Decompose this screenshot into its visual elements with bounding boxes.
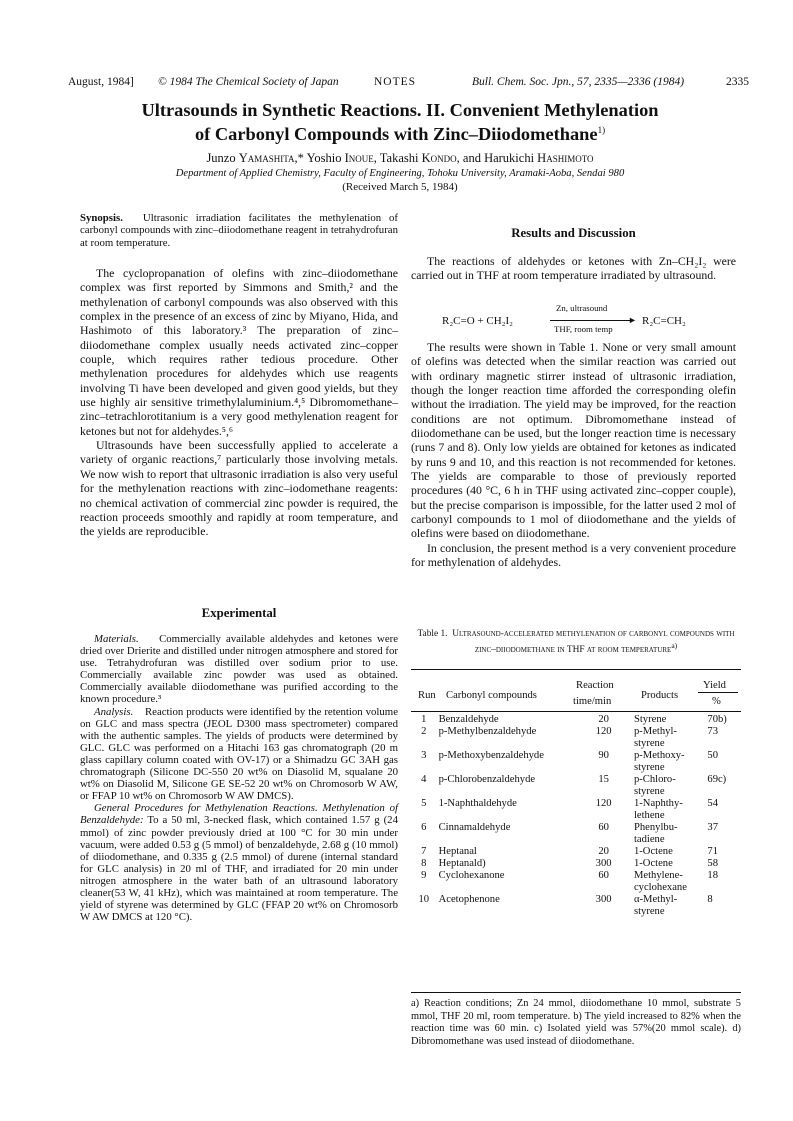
equation-conditions-below: THF, room temp bbox=[554, 324, 613, 334]
cell-run: 3 bbox=[421, 750, 427, 761]
experimental-heading: Experimental bbox=[201, 606, 277, 620]
table-row bbox=[411, 858, 741, 870]
results-heading: Results and Discussion bbox=[511, 226, 636, 240]
equation-product: R₂C=CH₂ bbox=[642, 315, 686, 327]
cell-run: 4 bbox=[421, 774, 427, 785]
cell-compound: 1-Naphthaldehyde bbox=[438, 798, 517, 809]
table-caption-label: Table 1. bbox=[417, 629, 448, 639]
cell-product: 1-Octene bbox=[633, 858, 673, 869]
equation-conditions-above: Zn, ultrasound bbox=[556, 303, 608, 313]
table-bottom-rule bbox=[411, 992, 741, 993]
cell-compound: Acetophenone bbox=[438, 894, 500, 905]
cell-compound: Benzaldehyde bbox=[438, 714, 499, 725]
materials-paragraph: Materials. Commercially available aldehydes and ketones were dried over Drierite and distilled under nitrogen atmosphere and stored for use. Tetrahydrofuran was distilled over sodium prior to use. Commercially available zinc powder was used as obtained. Commercially available diiodomethane was purified according to the known procedure.³ bbox=[80, 633, 399, 706]
table-row bbox=[411, 774, 741, 798]
analysis-paragraph: Analysis. Reaction products were identified by the retention volume on GLC and mass spectra (JEOL D300 mass spectrometer) compared with the authentic samples. The yields of products were determined by GLC. GLC was performed on a Hitachi 163 gas chromatograph (20 m glass capillary column coated with OV-17) or a Shimadzu GC 3AH gas chromatograph (Silicone DC-550 20 wt% on Diasolid M, squalane 20 wt% on Diasolid M, Silicone GE SE-52 20 wt% on Chromosorb W AW, or FFAP 10 wt% on Chromosorb W AW DMCS). bbox=[80, 705, 398, 803]
header-time: time/min bbox=[573, 696, 612, 707]
results-intro bbox=[411, 254, 736, 283]
header-compound: Carbonyl compounds bbox=[446, 690, 537, 701]
results-paragraph-2: The results were shown in Table 1. None or very small amount of olefins was detected when the similar reaction was carried out with ordinary magnetic stirrer instead of ultrasonic irradiation, though the longer reaction time afforded the corresponding olefin without the irradiation. The yield may be improved, for the reaction conditions are not optimum. Dibromomethane instead of diiodomethane can be used, but the longer reaction time is necessary (runs 7 and 8). Only low yields are obtained for ketones as indicated by runs 9 and 10, and this reaction is not recommended for ketones. The yields are comparable to those of previously reported procedures (40 °C, 6 h in THF using activated zinc–copper couple), but the precise comparison is impossible, for the latter used 2 mol of carbonyl compounds to 1 mol of diiodomethane and the yields of olefins were based on diiodomethane. bbox=[411, 340, 736, 541]
table-row bbox=[411, 870, 741, 894]
header-yield: Yield bbox=[703, 680, 726, 691]
cell-compound: p-Methylbenzaldehyde bbox=[438, 726, 537, 737]
header-copyright: © 1984 The Chemical Society of Japan bbox=[158, 76, 339, 88]
cell-yield: 8 bbox=[707, 894, 713, 905]
table-row bbox=[411, 714, 741, 726]
header-section: NOTES bbox=[374, 76, 417, 88]
header-date: August, 1984] bbox=[68, 76, 134, 88]
table-header-rule bbox=[411, 711, 741, 712]
cell-compound: Heptanald) bbox=[438, 858, 486, 869]
title-footnote-mark: 1) bbox=[597, 125, 606, 135]
cell-time: 90 bbox=[598, 750, 609, 761]
cell-yield: 70b) bbox=[707, 714, 727, 725]
experimental-section bbox=[80, 633, 398, 923]
results-paragraph-1: The reactions of aldehydes or ketones with Zn–CH₂I₂ were carried out in THF at room temperature irradiated by ultrasound. bbox=[411, 254, 736, 283]
cell-product: α-Methyl-styrene bbox=[633, 894, 678, 917]
author-list: Junzo Yamashita,* Yoshio Inoue, Takashi Kondo, and Harukichi Hashimoto bbox=[206, 151, 594, 165]
yield-header-rule bbox=[698, 692, 738, 693]
cell-product: Styrene bbox=[633, 714, 667, 725]
synopsis bbox=[80, 212, 398, 249]
cell-product: p-Methoxy-styrene bbox=[633, 750, 685, 773]
cell-run: 1 bbox=[421, 714, 427, 725]
table-row bbox=[411, 750, 741, 774]
cell-compound: p-Chlorobenzaldehyde bbox=[438, 774, 536, 785]
cell-time: 60 bbox=[598, 870, 609, 881]
header-journal: Bull. Chem. Soc. Jpn., 57, 2335—2336 (1984) bbox=[472, 76, 685, 88]
cell-run: 9 bbox=[421, 870, 427, 881]
cell-product: Methylene-cyclohexane bbox=[633, 870, 687, 893]
cell-yield: 54 bbox=[707, 798, 718, 809]
cell-yield: 37 bbox=[707, 822, 718, 833]
affiliation: Department of Applied Chemistry, Faculty of Engineering, Tohoku University, Aramaki-Aoba, Sendai 980 bbox=[175, 168, 625, 179]
header-unit: % bbox=[712, 696, 721, 707]
cell-run: 7 bbox=[421, 846, 427, 857]
table-footnotes: a) Reaction conditions; Zn 24 mmol, diiodomethane 10 mmol, substrate 5 mmol, THF 20 ml, room temperature. b) The yield increased to 82% when the reaction time was 60 min. c) Isolated yield was 57%(20 mmol scale). d) Dibromomethane was used instead of diiodomethane. bbox=[411, 998, 741, 1048]
cell-product: 1-Naphthy-lethene bbox=[633, 798, 683, 821]
cell-run: 10 bbox=[418, 894, 430, 905]
table-row bbox=[411, 822, 741, 846]
table-row bbox=[411, 894, 741, 918]
cell-product: p-Chloro-styrene bbox=[633, 774, 676, 797]
cell-yield: 73 bbox=[707, 726, 718, 737]
equation-reactants: R₂C=O + CH₂I₂ bbox=[442, 315, 513, 327]
running-header bbox=[68, 76, 758, 92]
cell-time: 20 bbox=[598, 714, 609, 725]
cell-compound: p-Methoxybenzaldehyde bbox=[438, 750, 544, 761]
cell-time: 120 bbox=[595, 726, 612, 737]
cell-yield: 18 bbox=[707, 870, 718, 881]
cell-time: 300 bbox=[595, 858, 612, 869]
table-caption-text: Ultrasound-accelerated methylenation of carbonyl compounds with zinc–diiodomethane in THF at room temperature bbox=[452, 629, 735, 656]
article-title bbox=[60, 100, 740, 144]
intro-paragraph-1: The cyclopropanation of olefins with zinc–diiodomethane complex was first reported by Simmons and Smith,² and the methylenation of carbonyl compounds was also observed with this complex in the presence of an excess of zinc by Miyano, Hida, and Hashimoto of this laboratory.³ The preparation of zinc–diiodomethane complex usually needs activated zinc–copper couple, which requires rather tedious procedure. Other methylenation procedures for aldehydes which use reagents involving Ti have been developed and given good yields, but they use highly air sensitive trimethylaluminium.⁴,⁵ Dibromomethane–zinc–tetrachlorotitanium is a very good methylenation reagent for ketones but not for aldehydes.⁵,⁶ bbox=[80, 266, 398, 438]
table-top-rule bbox=[411, 669, 741, 670]
cell-run: 6 bbox=[421, 822, 427, 833]
cell-yield: 50 bbox=[707, 750, 718, 761]
table-row bbox=[411, 726, 741, 750]
cell-compound: Heptanal bbox=[438, 846, 477, 857]
cell-run: 2 bbox=[421, 726, 427, 737]
intro-section bbox=[80, 266, 398, 539]
header-products: Products bbox=[641, 690, 679, 701]
results-table bbox=[411, 714, 741, 918]
header-run: Run bbox=[418, 690, 436, 701]
cell-yield: 69c) bbox=[707, 774, 727, 785]
title-line-1: Ultrasounds in Synthetic Reactions. II. Convenient Methylenation bbox=[141, 100, 659, 120]
table-row bbox=[411, 846, 741, 858]
cell-product: Phenylbu-tadiene bbox=[633, 822, 678, 845]
synopsis-label: Synopsis. bbox=[80, 212, 123, 224]
reaction-equation bbox=[442, 303, 742, 337]
arrow-head-icon: ► bbox=[628, 315, 637, 325]
cell-product: 1-Octene bbox=[633, 846, 673, 857]
cell-compound: Cinnamaldehyde bbox=[438, 822, 511, 833]
cell-time: 15 bbox=[598, 774, 609, 785]
table-row bbox=[411, 798, 741, 822]
cell-run: 8 bbox=[421, 858, 427, 869]
header-reaction: Reaction bbox=[576, 680, 614, 691]
cell-yield: 71 bbox=[707, 846, 718, 857]
cell-time: 120 bbox=[595, 798, 612, 809]
results-body bbox=[411, 340, 736, 570]
procedure-paragraph: General Procedures for Methylenation Reactions. Methylenation of Benzaldehyde: To a 50 ml, 3-necked flask, which contained 1.57 g (24 mmol) of zinc powder previously dried at 100 °C for 30 min under vacuum, were added 0.53 g (5 mmol) of benzaldehyde, 2.68 g (10 mmol) of diiodomethane, and 0.335 g (2.5 mmol) of durene (internal standard for GLC analysis) in 20 ml of THF, and irradiated for 20 min under nitrogen atmosphere in the water bath of an ultrasound laboratory cleaner(53 W, 41 kHz), which was maintained at room temperature. The yield of styrene was determined by GLC (FFAP 20 wt% on Chromosorb W AW DMCS at 120 °C). bbox=[80, 802, 398, 924]
cell-time: 20 bbox=[598, 846, 609, 857]
cell-yield: 58 bbox=[707, 858, 718, 869]
results-paragraph-3: In conclusion, the present method is a very convenient procedure for methylenation of aldehydes. bbox=[411, 540, 736, 570]
cell-compound: Cyclohexanone bbox=[438, 870, 505, 881]
cell-time: 300 bbox=[595, 894, 612, 905]
title-line-2: of Carbonyl Compounds with Zinc–Diiodomethane bbox=[194, 124, 598, 145]
synopsis-text: Ultrasonic irradiation facilitates the methylenation of carbonyl compounds with zinc–diiodomethane reagent in tetrahydrofuran at room temperature. bbox=[80, 212, 398, 249]
received-date: (Received March 5, 1984) bbox=[342, 181, 458, 193]
cell-time: 60 bbox=[598, 822, 609, 833]
table-caption: Table 1. Ultrasound-accelerated methylenation of carbonyl compounds with zinc–diiodomethane in THF at room temperature$^{a)}$ bbox=[417, 629, 735, 656]
intro-paragraph-2: Ultrasounds have been successfully applied to accelerate a variety of organic reactions,⁷ particularly those involving metals. We now wish to report that ultrasonic irradiation is also very useful for the methylenation reactions with zinc–iodomethane reagents: no chemical activation of commercial zinc powder is required, the reaction proceeds smoothly and rapidly at room temperature, and the yields are reproducible. bbox=[80, 438, 398, 539]
cell-product: p-Methyl-styrene bbox=[633, 726, 677, 749]
header-page-number: 2335 bbox=[726, 76, 749, 88]
cell-run: 5 bbox=[421, 798, 427, 809]
reaction-arrow bbox=[550, 320, 632, 321]
